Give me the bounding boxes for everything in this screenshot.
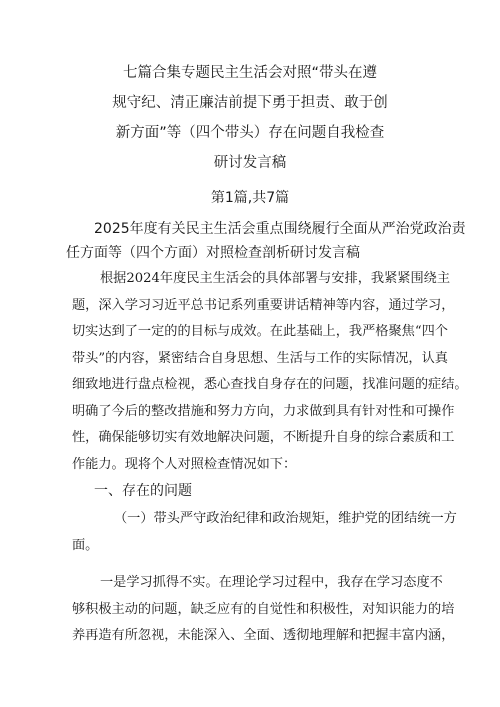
paragraph-problem bbox=[72, 570, 455, 650]
paragraph-line: 切实达到了一定的的目标与成效。在此基础上，我严格聚焦“四个 bbox=[72, 324, 448, 339]
paragraph-line: 题，深入学习习近平总书记系列重要讲话精神等内容，通过学习， bbox=[72, 297, 455, 313]
paragraph-line: 面。 bbox=[72, 537, 99, 553]
paragraph-subheading bbox=[72, 506, 457, 559]
paragraph-intro bbox=[72, 266, 468, 478]
paragraph-line: 作能力。现将个人对照检查情况如下： bbox=[72, 456, 297, 472]
title-line: 研讨发言稿 bbox=[213, 155, 287, 171]
paragraph-line: 一是学习抓得不实。在理论学习过程中，我存在学习态度不 bbox=[100, 575, 443, 590]
title-line: 规守纪、清正廉洁前提下勇于担责、敢于创 bbox=[112, 95, 388, 111]
subtitle-line: 任方面等（四个方面）对照检查剖析研讨发言稿 bbox=[66, 245, 360, 261]
title-line: 新方面”等（四个带头）存在问题自我检查 bbox=[115, 125, 385, 141]
paragraph-line: 明确了今后的整改措施和努力方向，力求做到具有针对性和可操作 bbox=[72, 403, 455, 419]
paragraph-line: 带头”的内容，紧密结合自身思想、生活与工作的实际情况，认真 bbox=[72, 350, 448, 366]
paragraph-line: （一）带头严守政治纪律和政治规矩，维护党的团结统一方 bbox=[114, 511, 457, 526]
paragraph-line: 性，确保能够切实有效地解决问题，不断提升自身的综合素质和工 bbox=[72, 430, 455, 445]
paragraph-line: 够积极主动的问题，缺乏应有的自觉性和积极性，对知识能力的培 bbox=[72, 601, 455, 617]
document-title bbox=[0, 58, 500, 178]
section-subtitle bbox=[66, 217, 474, 265]
part-label: 第1篇,共7篇 bbox=[210, 190, 290, 206]
subtitle-line: 2025年度有关民主生活会重点围绕履行全面从严治党政治责 bbox=[94, 221, 466, 237]
paragraph-line: 养再造有所忽视，未能深入、全面、透彻地理解和把握丰富内涵， bbox=[72, 628, 455, 643]
paragraph-line: 细致地进行盘点检视，悉心查找自身存在的问题，找准问题的症结。 bbox=[72, 377, 468, 392]
paragraph-line: 根据2024年度民主生活会的具体部署与安排，我紧紧围绕主 bbox=[100, 271, 451, 286]
title-line: 七篇合集专题民主生活会对照“带头在遵 bbox=[122, 65, 377, 81]
section-heading: 一、存在的问题 bbox=[94, 483, 192, 499]
